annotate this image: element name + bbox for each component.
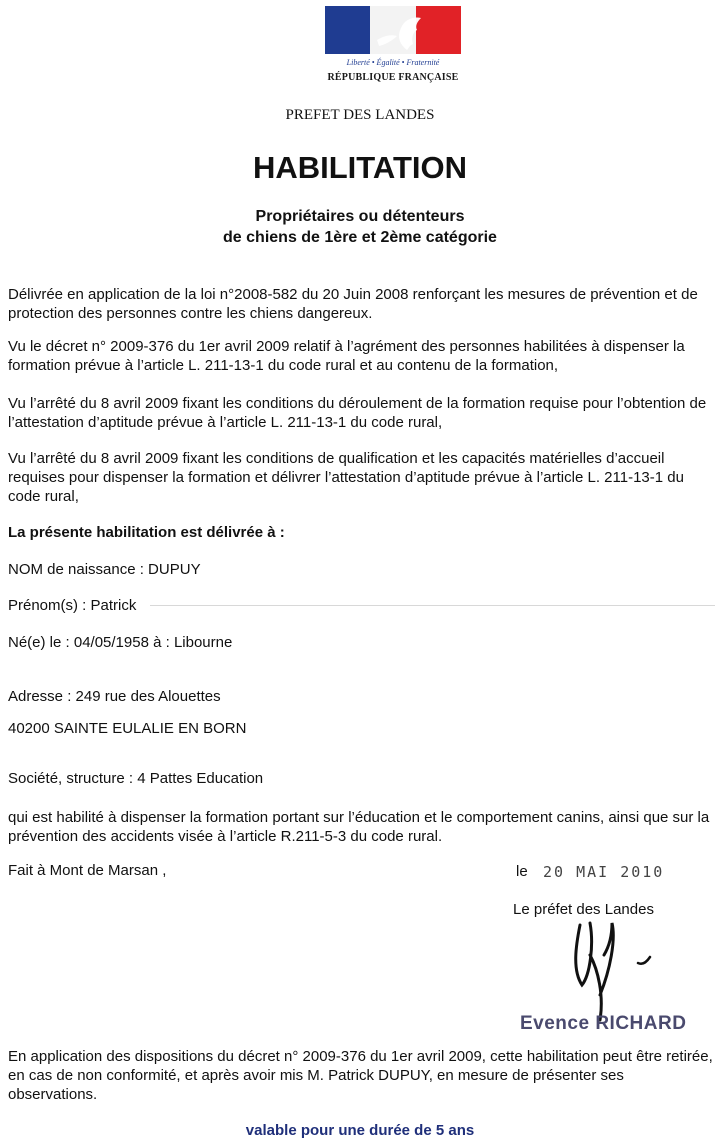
paragraph-arrete-qualification: Vu l’arrêté du 8 avril 2009 fixant les conditions de qualification et les capacités matérielles d’accueil requises pour dispenser la formation et délivrer l’attestation d’aptitude prévue à l’article L. 211-13-1 du code rural, — [8, 450, 684, 505]
republique-francaise-logo — [325, 6, 461, 92]
holder-naissance: Né(e) le : 04/05/1958 à : Libourne — [8, 634, 233, 651]
holder-prenom: Prénom(s) : Patrick — [8, 597, 137, 614]
scan-fold-line — [150, 605, 715, 606]
signatory-name: Evence RICHARD — [520, 1013, 687, 1034]
paragraph-retrait: En application des dispositions du décret n° 2009-376 du 1er avril 2009, cette habilitation peut être retirée, en cas de non conformité, et après avoir mis M. Patrick DUPUY, en mesure de présenter ses observations. — [8, 1048, 713, 1103]
motto-text: Liberté • Égalité • Fraternité — [346, 58, 440, 67]
document-title: HABILITATION — [252, 150, 468, 185]
prefecture-name: PREFET DES LANDES — [285, 107, 435, 123]
paragraph-arrete-deroulement: Vu l’arrêté du 8 avril 2009 fixant les conditions du déroulement de la formation requise pour l’obtention de l’attestation d’aptitude prévue à l’article L. 211-13-1 du code rural, — [8, 395, 707, 431]
handwritten-signature-icon — [560, 915, 670, 1025]
marianne-profile-icon — [347, 10, 439, 54]
fait-a: Fait à Mont de Marsan , — [8, 862, 167, 879]
holder-intro: La présente habilitation est délivrée à : — [8, 524, 285, 541]
holder-adresse-line-1: Adresse : 249 rue des Alouettes — [8, 688, 221, 705]
paragraph-decret: Vu le décret n° 2009-376 du 1er avril 2009 relatif à l’agrément des personnes habilitées à dispenser la formation prévue à l’article L. 211-13-1 du code rural et au contenu de la formation, — [8, 338, 685, 374]
date-stamp: 20 MAI 2010 — [543, 863, 665, 881]
paragraph-scope: qui est habilité à dispenser la formation portant sur l’éducation et le comportement canins, ainsi que sur la prévention des accidents visée à l’article R.211-5-3 du code rural. — [8, 809, 710, 845]
validity-notice: valable pour une durée de 5 ans — [245, 1122, 475, 1139]
signatory-role: Le préfet des Landes — [513, 901, 654, 918]
holder-adresse-line-2: 40200 SAINTE EULALIE EN BORN — [8, 720, 247, 737]
subtitle-line-2: de chiens de 1ère et 2ème catégorie — [223, 229, 497, 246]
paragraph-loi: Délivrée en application de la loi n°2008-582 du 20 Juin 2008 renforçant les mesures de prévention et de protection des personnes contre les chiens dangereux. — [8, 286, 698, 322]
holder-nom: NOM de naissance : DUPUY — [8, 561, 201, 578]
republic-text: RÉPUBLIQUE FRANÇAISE — [327, 72, 459, 83]
holder-societe: Société, structure : 4 Pattes Education — [8, 770, 264, 787]
subtitle-line-1: Propriétaires ou détenteurs — [255, 208, 465, 225]
date-prefix: le — [516, 863, 528, 880]
